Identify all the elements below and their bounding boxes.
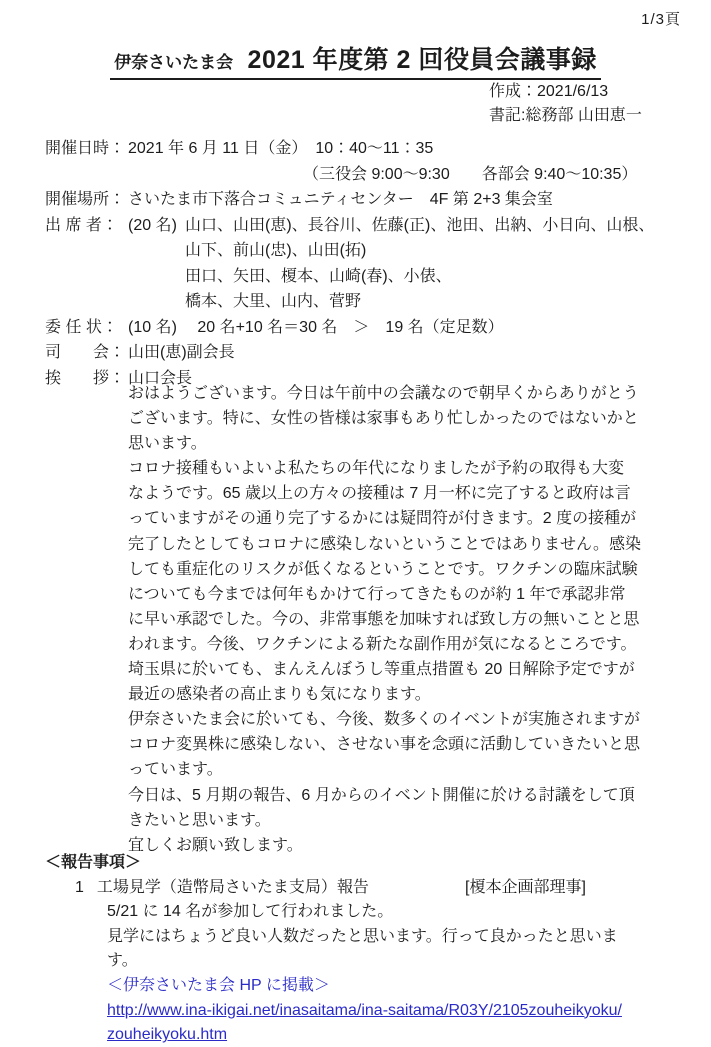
detail-row-attendees: [45, 213, 695, 239]
speech-line: 宜しくお願い致します。: [128, 836, 303, 854]
attendees-line: 山口、山田(恵)、長谷川、佐藤(正)、池田、出納、小日向、山根、: [185, 216, 655, 234]
hp-posted-note: ＜伊奈さいたま会 HP に掲載＞: [107, 976, 330, 994]
speech-line: 今日は、5 月期の報告、6 月からのイベント開催に於ける討議をして頂: [128, 786, 635, 804]
created-date: 作成：2021/6/13: [489, 83, 609, 100]
speech-line: コロナ変異株に感染しない、させない事を念頭に活動していきたいと思: [128, 736, 641, 754]
document-title: [0, 40, 711, 80]
detail-row-proxy: [45, 315, 695, 341]
report-hyperlink[interactable]: zouheikyoku.htm: [107, 1026, 228, 1044]
detail-row-place: [45, 187, 695, 213]
meeting-details: [45, 136, 695, 391]
detail-row-datetime: [45, 136, 695, 162]
detail-row-moderator: [45, 340, 695, 366]
item-body-line: 5/21 に 14 名が参加して行われました。: [107, 903, 394, 921]
speech-line: きたいと思います。: [128, 811, 271, 829]
attendees-line: 橋本、大里、山内、菅野: [185, 293, 362, 310]
speech-line: ございます。特に、女性の皆様は家事もあり忙しかったのではないかと: [128, 410, 639, 428]
item-title: 工場見学（造幣局さいたま支局）報告: [96, 878, 369, 896]
item-body-line: す。: [107, 952, 138, 970]
proxy-label: 委 任 状：: [45, 318, 118, 336]
item-number: 1: [75, 878, 84, 896]
moderator-value: 山田(恵)副会長: [128, 344, 235, 361]
speech-line: コロナ接種もいよいよ私たちの年代になりましたが予約の取得も大変: [128, 460, 625, 478]
report-heading: ＜報告事項＞: [45, 854, 142, 871]
item-attribution: [榎本企画部理事]: [465, 878, 586, 896]
proxy-value: (10 名) 20 名+10 名＝30 名 ＞ 19 名（定足数）: [128, 318, 504, 336]
subcommittee-times: （三役会 9:00～9:30 各部会 9:40～10:35）: [303, 165, 638, 183]
speech-line: 埼玉県に於いても、まんえんぼうし等重点措置も 20 日解除予定ですが: [128, 661, 635, 679]
speech-line: っています。: [128, 761, 223, 779]
organization-name: 伊奈さいたま会: [114, 53, 234, 72]
page-number: 1/3頁: [641, 11, 681, 28]
report-item-1: [45, 876, 695, 901]
datetime-label: 開催日時：: [45, 140, 126, 157]
speech-line: しても重症化のリスクが低くなるということです。ワクチンの臨床試験: [128, 560, 638, 578]
place-label: 開催場所：: [45, 191, 126, 208]
speech-line: 思います。: [128, 435, 207, 453]
detail-row-subtimes: [45, 162, 695, 188]
datetime-value: 2021 年 6 月 11 日（金） 10：40～11：35: [128, 140, 434, 157]
document-meta: [489, 80, 642, 128]
attendees-line: 田口、矢田、榎本、山崎(春)、小俵、: [185, 267, 452, 285]
speech-line: なようです。65 歳以上の方々の接種は 7 月一杯に完了すると政府は言: [128, 485, 631, 503]
attendees-count: (20 名): [128, 216, 177, 234]
moderator-label: 司 会：: [45, 344, 126, 361]
speech-line: っていますがその通り完了するかには疑問符が付きます。2 度の接種が: [128, 510, 637, 528]
greeting-value: 山口会長: [128, 369, 193, 387]
speech-line: 伊奈さいたま会に於いても、今後、数多くのイベントが実施されますが: [128, 711, 641, 729]
place-value: さいたま市下落合コミュニティセンター 4F 第 2+3 集会室: [128, 191, 553, 208]
meeting-title: 2021 年度第 2 回役員会議事録: [247, 46, 597, 74]
document-title-underline: [110, 40, 601, 80]
speech-line: 最近の感染者の高止まりも気になります。: [128, 686, 431, 704]
attendees-line: 山下、前山(忠)、山田(拓): [185, 242, 367, 259]
speech-line: おはようございます。今日は午前中の会議なので朝早くからありがとう: [128, 385, 639, 402]
speech-line: に早い承認でした。今の、非常事態を加味すれば致し方の無いことと思: [128, 610, 640, 628]
report-hyperlink[interactable]: http://www.ina-ikigai.net/inasaitama/ina-saitama/R03Y/2105zouheikyoku/: [107, 1001, 622, 1019]
item-body-line: 見学にはちょうど良い人数だったと思います。行って良かったと思いま: [107, 927, 618, 945]
chairman-speech: [128, 381, 668, 858]
greeting-label: 挨 拶：: [45, 369, 126, 387]
report-section: [45, 851, 695, 1047]
attendees-label: 出 席 者：: [45, 216, 118, 234]
speech-line: についても今までは何年もかけて行ってきたものが約 1 年で承認非常: [128, 585, 626, 603]
speech-line: われます。今後、ワクチンによる新たな副作用が気になるところです。: [128, 635, 637, 653]
speech-line: 完了したとしてもコロナに感染しないということではありません。感染: [128, 535, 641, 553]
scribe-name: 書記:総務部 山田恵一: [489, 107, 642, 124]
